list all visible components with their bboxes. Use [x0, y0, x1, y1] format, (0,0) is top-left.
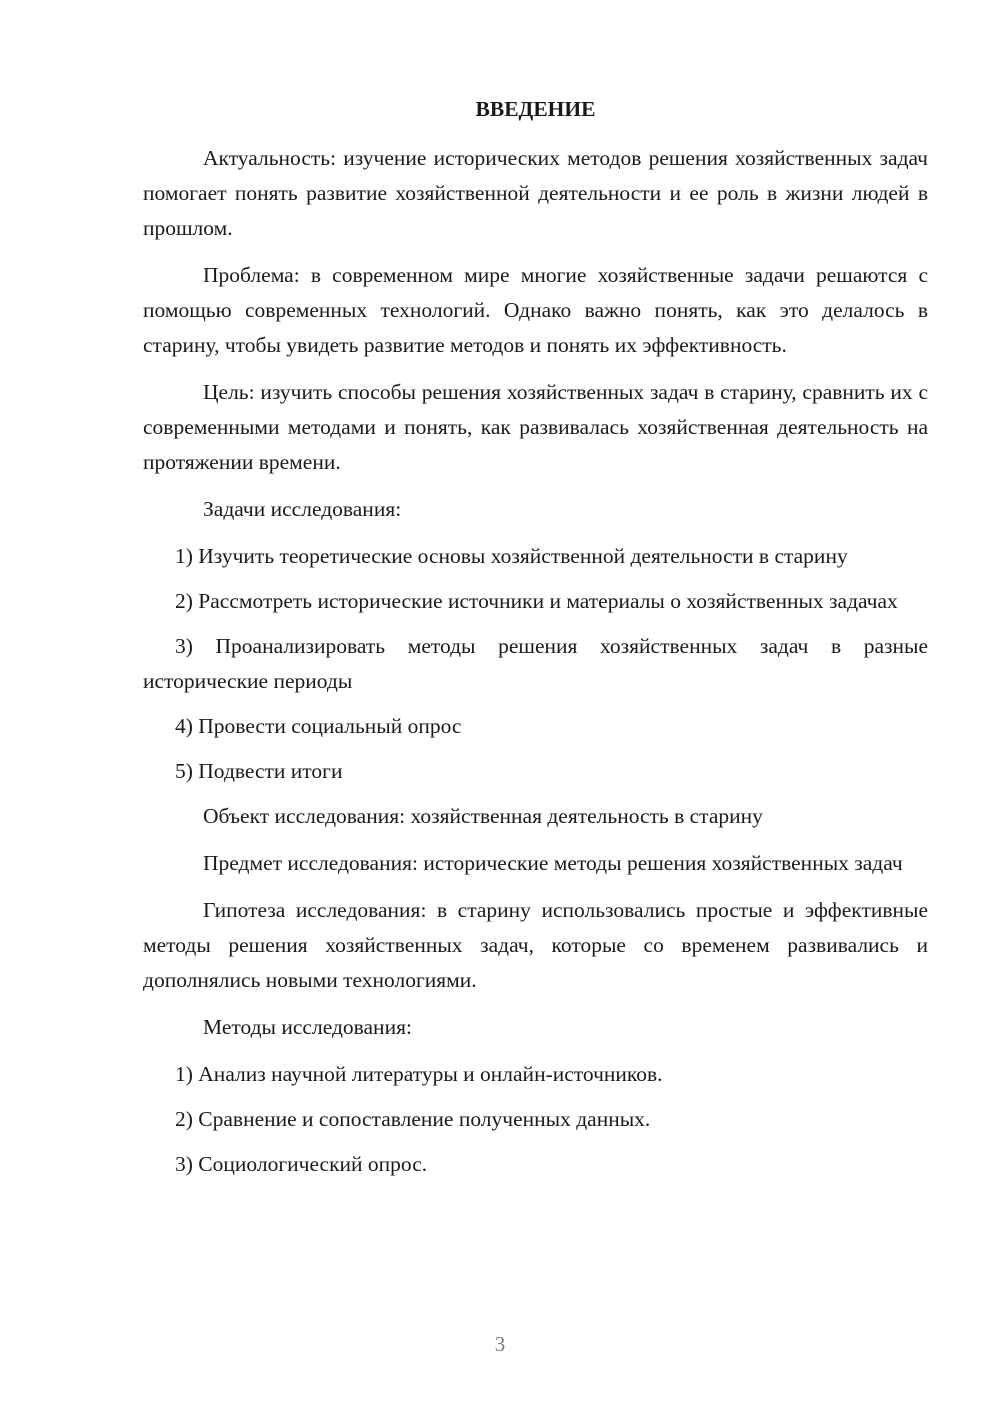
problem-paragraph: Проблема: в современном мире многие хозяйственные задачи решаются с помощью современных технологий. Однако важно понять, как это делалось в старину, чтобы увидеть развитие методов и понять их эффективность. [143, 263, 928, 357]
object-paragraph: Объект исследования: хозяйственная деятельность в старину [203, 804, 763, 828]
tasks-title: Задачи исследования: [203, 497, 402, 521]
method-item-2: 2) Сравнение и сопоставление полученных данных. [175, 1107, 651, 1131]
page-number: 3 [494, 1332, 506, 1356]
task-item-2: 2) Рассмотреть исторические источники и материалы о хозяйственных задачах [175, 589, 898, 613]
task-item-5: 5) Подвести итоги [175, 759, 343, 783]
methods-title: Методы исследования: [203, 1015, 412, 1039]
relevance-paragraph: Актуальность: изучение исторических методов решения хозяйственных задач помогает понять развитие хозяйственной деятельности и ее роль в жизни людей в прошлом. [143, 146, 928, 240]
document-page [143, 92, 928, 1192]
goal-paragraph: Цель: изучить способы решения хозяйственных задач в старину, сравнить их с современными методами и понять, как развивалась хозяйственная деятельность на протяжении времени. [143, 380, 928, 474]
page-heading: ВВЕДЕНИЕ [475, 97, 596, 121]
task-item-3: 3) Проанализировать методы решения хозяйственных задач в разные исторические периоды [143, 634, 928, 693]
method-item-3: 3) Социологический опрос. [175, 1152, 428, 1176]
method-item-1: 1) Анализ научной литературы и онлайн-источников. [175, 1062, 663, 1086]
task-item-1: 1) Изучить теоретические основы хозяйственной деятельности в старину [175, 544, 848, 568]
task-item-4: 4) Провести социальный опрос [175, 714, 462, 738]
subject-paragraph: Предмет исследования: исторические методы решения хозяйственных задач [203, 851, 903, 875]
hypothesis-paragraph: Гипотеза исследования: в старину использовались простые и эффективные методы решения хозяйственных задач, которые со временем развивались и дополнялись новыми технологиями. [143, 898, 928, 992]
